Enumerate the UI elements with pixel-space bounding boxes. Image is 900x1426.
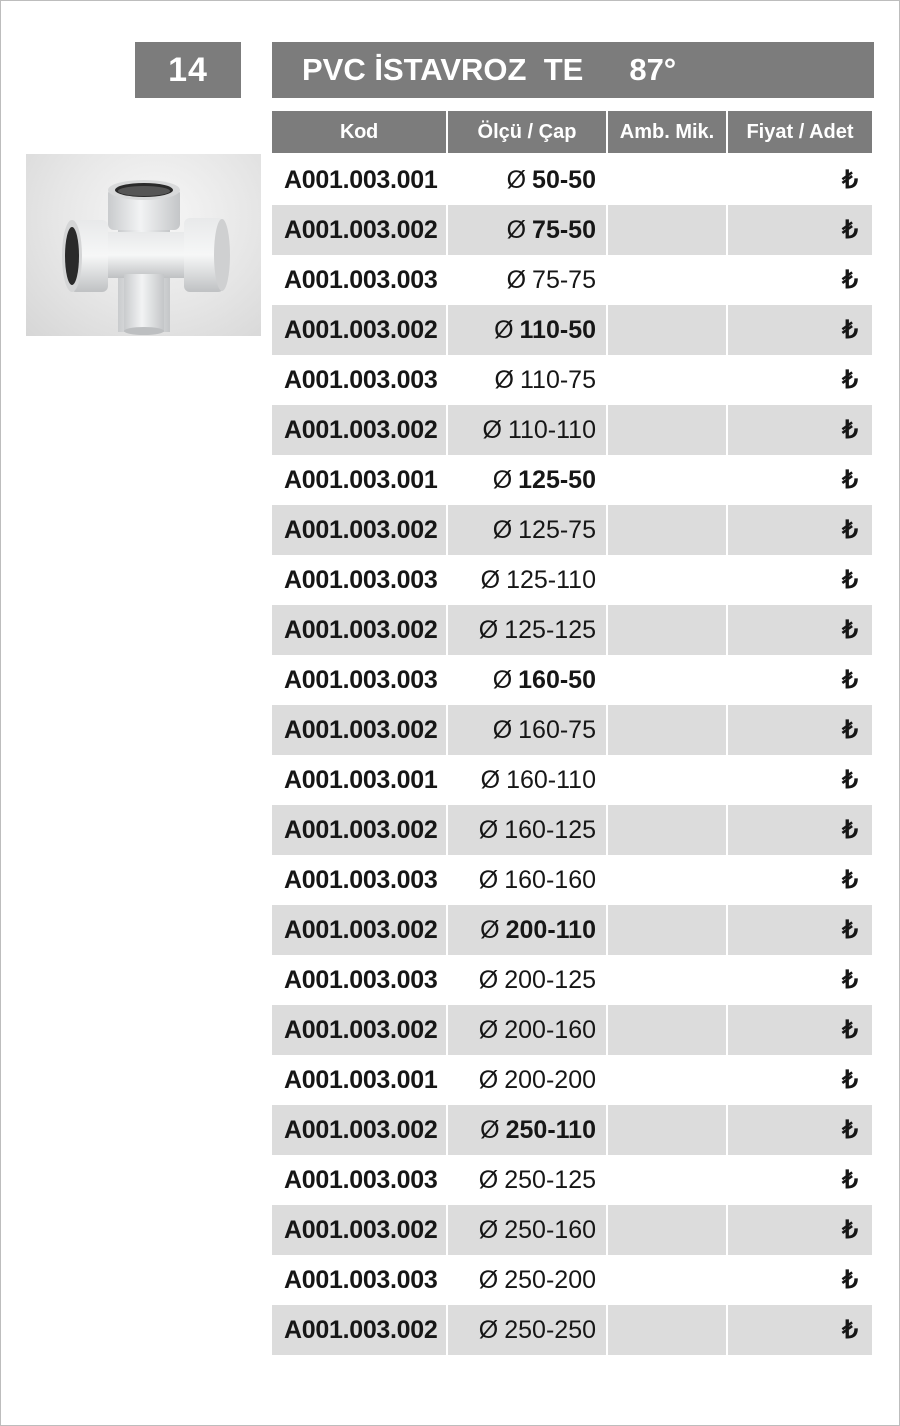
diameter-symbol: Ø [480, 1115, 500, 1144]
diameter-symbol: Ø [492, 465, 513, 494]
size-value: 110-75 [520, 365, 596, 394]
pack-quantity [608, 205, 726, 255]
pack-quantity [608, 905, 726, 955]
pack-quantity [608, 955, 726, 1005]
diameter-symbol: Ø [494, 315, 514, 344]
table-row [272, 705, 872, 755]
pack-quantity [608, 1205, 726, 1255]
pack-quantity [608, 155, 726, 205]
product-code: A001.003.002 [272, 305, 446, 355]
pack-quantity [608, 355, 726, 405]
product-size [448, 955, 606, 1005]
pack-quantity [608, 755, 726, 805]
product-title: PVC İSTAVROZ TE [302, 52, 584, 87]
size-value: 125-75 [518, 515, 596, 544]
product-code: A001.003.003 [284, 265, 438, 294]
table-row [272, 455, 872, 505]
table-row [272, 1105, 872, 1155]
product-code: A001.003.002 [272, 805, 446, 855]
product-code: A001.003.003 [284, 365, 438, 394]
size-value: 250-200 [504, 1265, 596, 1294]
diameter-symbol: Ø [506, 165, 527, 194]
diameter-symbol: Ø [492, 715, 513, 744]
diameter-symbol: Ø [478, 1065, 499, 1094]
pack-quantity [608, 455, 726, 505]
diameter-symbol: Ø [478, 1215, 499, 1244]
product-code: A001.003.001 [284, 165, 438, 194]
product-size [448, 205, 606, 255]
table-row [272, 855, 872, 905]
product-code: A001.003.001 [284, 1065, 438, 1094]
price-currency: ₺ [842, 566, 858, 594]
price-table [270, 111, 874, 1355]
price-currency: ₺ [842, 266, 858, 294]
product-size [448, 1255, 606, 1305]
header-size: Ölçü / Çap [448, 111, 606, 155]
product-size [448, 355, 606, 405]
size-value: 160-50 [518, 665, 596, 694]
product-size [448, 905, 606, 955]
diameter-symbol: Ø [480, 565, 501, 594]
pack-quantity [608, 605, 726, 655]
pack-quantity [608, 305, 726, 355]
price-currency: ₺ [728, 1105, 872, 1155]
product-code: A001.003.003 [284, 865, 438, 894]
table-row [272, 205, 872, 255]
pack-quantity [608, 1005, 726, 1055]
pack-quantity [608, 1055, 726, 1105]
product-size [448, 455, 606, 505]
table-row [272, 1055, 872, 1105]
size-value: 200-160 [504, 1015, 596, 1044]
table-row [272, 355, 872, 405]
size-value: 75-50 [532, 215, 596, 244]
price-currency: ₺ [842, 1166, 858, 1194]
product-size [448, 155, 606, 205]
product-code: A001.003.002 [272, 705, 446, 755]
price-currency: ₺ [728, 805, 872, 855]
size-value: 250-160 [504, 1215, 596, 1244]
product-size [448, 305, 606, 355]
size-value: 200-125 [504, 965, 596, 994]
product-code: A001.003.002 [272, 905, 446, 955]
product-image [26, 154, 261, 336]
pack-quantity [608, 655, 726, 705]
size-value: 160-110 [506, 765, 596, 794]
product-code: A001.003.002 [272, 205, 446, 255]
diameter-symbol: Ø [506, 215, 527, 244]
header-pack: Amb. Mik. [608, 111, 726, 155]
pack-quantity [608, 855, 726, 905]
product-code: A001.003.002 [272, 1105, 446, 1155]
diameter-symbol: Ø [478, 865, 499, 894]
pack-quantity [608, 1305, 726, 1355]
price-currency: ₺ [842, 766, 858, 794]
pack-quantity [608, 505, 726, 555]
size-value: 125-125 [504, 615, 596, 644]
price-currency: ₺ [728, 1005, 872, 1055]
price-currency: ₺ [842, 866, 858, 894]
pack-quantity [608, 1255, 726, 1305]
product-size [448, 1305, 606, 1355]
size-value: 200-110 [505, 915, 596, 944]
product-code: A001.003.002 [272, 1305, 446, 1355]
table-row [272, 1205, 872, 1255]
product-code: A001.003.001 [284, 765, 438, 794]
price-currency: ₺ [728, 305, 872, 355]
size-value: 50-50 [532, 165, 596, 194]
price-currency: ₺ [728, 905, 872, 955]
page-number: 14 [135, 42, 241, 98]
price-currency: ₺ [728, 605, 872, 655]
table-row [272, 1005, 872, 1055]
product-code: A001.003.003 [284, 665, 438, 694]
product-code: A001.003.001 [284, 465, 438, 494]
price-currency: ₺ [842, 366, 858, 394]
diameter-symbol: Ø [482, 415, 502, 444]
product-size [448, 805, 606, 855]
table-row [272, 405, 872, 455]
size-value: 160-75 [518, 715, 596, 744]
price-currency: ₺ [842, 1066, 858, 1094]
price-currency: ₺ [842, 666, 858, 694]
table-row [272, 555, 872, 605]
price-currency: ₺ [842, 166, 858, 194]
diameter-symbol: Ø [480, 765, 501, 794]
price-currency: ₺ [842, 466, 858, 494]
table-row [272, 755, 872, 805]
diameter-symbol: Ø [492, 665, 513, 694]
product-size [448, 855, 606, 905]
product-size [448, 1205, 606, 1255]
price-currency: ₺ [728, 1305, 872, 1355]
pack-quantity [608, 255, 726, 305]
price-currency: ₺ [842, 966, 858, 994]
product-code: A001.003.003 [284, 565, 438, 594]
product-size [448, 555, 606, 605]
product-size [448, 705, 606, 755]
price-currency: ₺ [728, 505, 872, 555]
diameter-symbol: Ø [492, 515, 513, 544]
pvc-cross-fitting-icon [26, 154, 261, 336]
table-row [272, 1255, 872, 1305]
product-code: A001.003.002 [272, 405, 446, 455]
product-code: A001.003.003 [284, 1165, 438, 1194]
pack-quantity [608, 405, 726, 455]
size-value: 110-50 [519, 315, 596, 344]
table-row [272, 1305, 872, 1355]
price-currency: ₺ [842, 1266, 858, 1294]
price-currency: ₺ [728, 705, 872, 755]
price-currency: ₺ [728, 1205, 872, 1255]
product-code: A001.003.003 [284, 1265, 438, 1294]
pack-quantity [608, 805, 726, 855]
product-size [448, 1005, 606, 1055]
size-value: 250-110 [505, 1115, 596, 1144]
product-size [448, 505, 606, 555]
diameter-symbol: Ø [478, 1265, 499, 1294]
diameter-symbol: Ø [478, 615, 499, 644]
table-row [272, 305, 872, 355]
table-row [272, 955, 872, 1005]
table-row [272, 655, 872, 705]
product-size [448, 1055, 606, 1105]
size-value: 75-75 [532, 265, 596, 294]
table-row [272, 255, 872, 305]
pack-quantity [608, 1105, 726, 1155]
price-currency: ₺ [728, 205, 872, 255]
diameter-symbol: Ø [478, 1015, 499, 1044]
diameter-symbol: Ø [478, 815, 499, 844]
product-size [448, 655, 606, 705]
table-row [272, 805, 872, 855]
product-size [448, 1155, 606, 1205]
size-value: 250-125 [504, 1165, 596, 1194]
size-value: 125-50 [518, 465, 596, 494]
product-size [448, 755, 606, 805]
product-code: A001.003.002 [272, 505, 446, 555]
table-row [272, 1155, 872, 1205]
pack-quantity [608, 705, 726, 755]
diameter-symbol: Ø [478, 965, 499, 994]
size-value: 110-110 [507, 415, 596, 444]
product-size [448, 255, 606, 305]
product-angle: 87° [629, 52, 677, 87]
header-code: Kod [272, 111, 446, 155]
table-row [272, 155, 872, 205]
product-size [448, 1105, 606, 1155]
table-row [272, 505, 872, 555]
pack-quantity [608, 1155, 726, 1205]
product-code: A001.003.002 [272, 605, 446, 655]
size-value: 200-200 [504, 1065, 596, 1094]
diameter-symbol: Ø [478, 1315, 499, 1344]
size-value: 160-125 [504, 815, 596, 844]
size-value: 125-110 [506, 565, 596, 594]
price-currency: ₺ [728, 405, 872, 455]
title-bar [272, 42, 874, 98]
header-price: Fiyat / Adet [728, 111, 872, 155]
diameter-symbol: Ø [494, 365, 514, 394]
table-header-row [272, 111, 872, 155]
pack-quantity [608, 555, 726, 605]
diameter-symbol: Ø [506, 265, 527, 294]
size-value: 250-250 [504, 1315, 596, 1344]
diameter-symbol: Ø [478, 1165, 499, 1194]
table-row [272, 905, 872, 955]
product-code: A001.003.002 [272, 1005, 446, 1055]
table-row [272, 605, 872, 655]
size-value: 160-160 [504, 865, 596, 894]
product-size [448, 405, 606, 455]
product-code: A001.003.003 [284, 965, 438, 994]
product-code: A001.003.002 [272, 1205, 446, 1255]
diameter-symbol: Ø [480, 915, 500, 944]
product-size [448, 605, 606, 655]
